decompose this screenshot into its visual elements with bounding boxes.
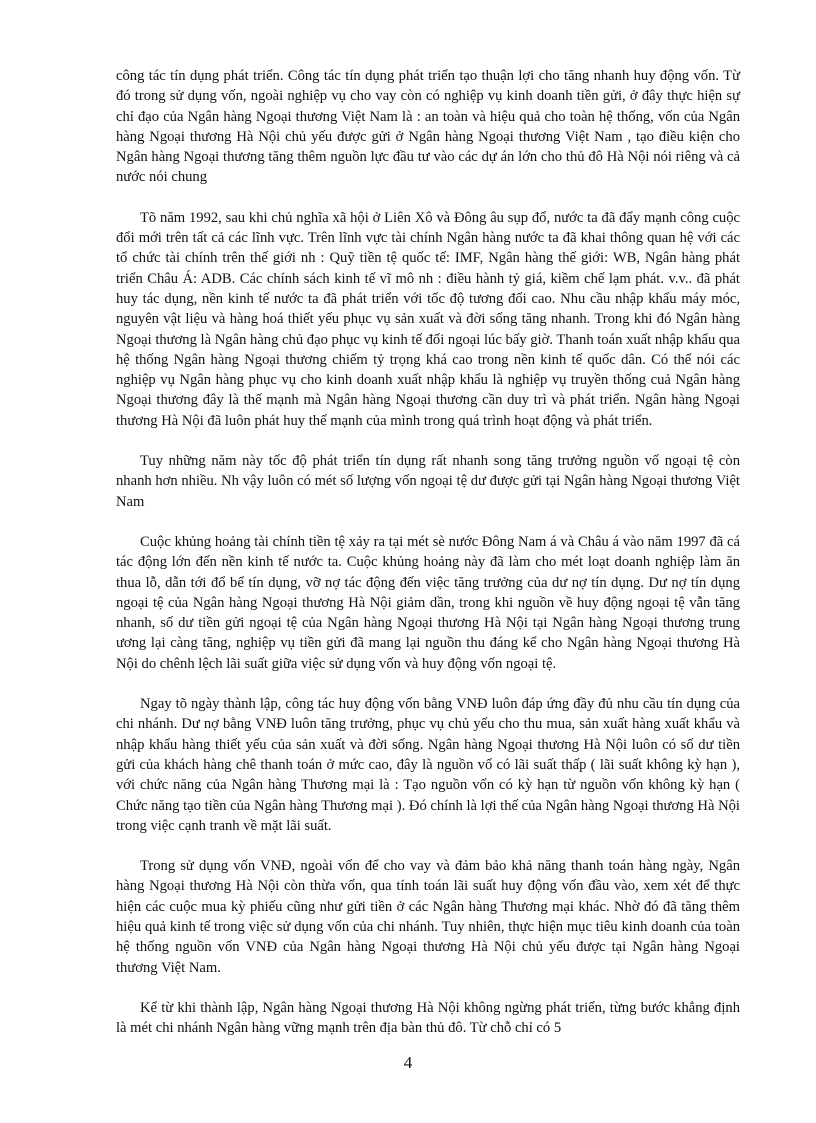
- paragraph-1: công tác tín dụng phát triển. Công tác tín dụng phát triển tạo thuận lợi cho tăng nhanh huy động vốn. Từ đó trong sử dụng vốn, ngoài nghiệp vụ cho vay còn có nghiệp vụ kinh doanh tiền gửi, ở đây thực hiện sự chỉ đạo của Ngân hàng Ngoại thương Việt Nam là : an toàn và hiệu quả cho toàn hệ thống, vốn của Ngân hàng Ngoại thương Hà Nội chủ yếu được gửi ở Ngân hàng Ngoại thương Việt Nam , tạo điều kiện cho Ngân hàng Ngoại thương tăng thêm nguồn lực đầu tư vào các dự án lớn cho thủ đô Hà Nội nói riêng và cả nước nói chung: [116, 68, 740, 186]
- paragraph-2: Tõ năm 1992, sau khi chủ nghĩa xã hội ở Liên Xô và Đông âu sụp đổ, nước ta đã đẩy mạnh công cuộc đổi mới trên tất cả các lĩnh vực. Trên lĩnh vực tài chính Ngân hàng nước ta đã khai thông quan hệ với các tổ chức tài chính trên thế giới nh : Quỹ tiền tệ quốc tế: IMF, Ngân hàng thế giới: WB, Ngân hàng phát triển Châu Á: ADB. Các chính sách kinh tế vĩ mô nh : điều hành tỷ giá, kiềm chế lạm phát. v.v.. đã phát huy tác dụng, nền kinh tế nước ta đã phát triển với tốc độ tương đối cao. Nhu cầu nhập khẩu máy móc, nguyên vật liệu và hàng hoá thiết yếu phục vụ sản xuất và đời sống tăng nhanh. Trong khi đó Ngân hàng Ngoại thương là Ngân hàng chủ đạo phục vụ kinh tế đối ngoại lúc bấy giờ. Thanh toán xuất nhập khẩu qua hệ thống Ngân hàng Ngoại thương chiếm tỷ trọng khá cao trong nền kinh tế quốc dân. Có thể nói các nghiệp vụ Ngân hàng phục vụ cho kinh doanh xuất nhập khẩu là nghiệp vụ truyền thống cuả Ngân hàng Ngoại thương đây là thế mạnh mà Ngân hàng Ngoại thương cần duy trì và phát triển. Ngân hàng Ngoại thương Hà Nội đã luôn phát huy thế mạnh của mình trong quá trình hoạt động và phát triển.: [116, 209, 740, 429]
- paragraph-5: Ngay tõ ngày thành lập, công tác huy động vốn bằng VNĐ luôn đáp ứng đầy đủ nhu cầu tín dụng của chi nhánh. Dư nợ bằng VNĐ luôn tăng trưởng, phục vụ chủ yếu cho thu mua, sản xuất hàng xuất khẩu và nhập khẩu hàng thiết yếu của sản xuất và đời sống. Ngân hàng Ngoại thương Hà Nội luôn có số dư tiền gửi của khách hàng chê thanh toán ở mức cao, đây là nguồn vố có lãi suất thấp ( lãi suất không kỳ hạn ), với chức năng của Ngân hàng Thương mại là : Tạo nguồn vốn có kỳ hạn từ nguồn vốn không kỳ hạn ( Chức năng tạo tiền của Ngân hàng Thương mại ). Đó chính là lợi thế của Ngân hàng Ngoại thương Hà Nội trong việc cạnh tranh về mặt lãi suất.: [116, 696, 740, 834]
- paragraph-4: Cuộc khủng hoảng tài chính tiền tệ xảy ra tại mét sè nước Đông Nam á và Châu á vào năm 1997 đã cá tác động lớn đến nền kinh tế nước ta. Cuộc khủng hoảng này đã làm cho mét loạt doanh nghiệp làm ăn thua lỗ, dẫn tới đổ bể tín dụng, vỡ nợ tác động đến việc tăng trưởng của dư nợ tín dụng. Dư nợ tín dụng ngoại tệ của Ngân hàng Ngoại thương Hà Nội giảm dần, trong khi nguồn về huy động ngoại tệ vẫn tăng nhanh, số dư tiền gửi ngoại tệ của Ngân hàng Ngoại thương Hà Nội tại Ngân hàng Ngoại thương trung ương lại càng tăng, nghiệp vụ tiền gửi đã mang lại nguồn thu đáng kể cho Ngân hàng Ngoại thương Hà Nội do chênh lệch lãi suất giữa việc sử dụng vốn và huy động vốn ngoại tệ.: [116, 533, 740, 672]
- paragraph-6: Trong sử dụng vốn VNĐ, ngoài vốn để cho vay và đảm bảo khả năng thanh toán hàng ngày, Ngân hàng Ngoại thương Hà Nội còn thừa vốn, qua tính toán lãi suất huy động vốn đầu vào, xem xét để thực hiện các cuộc mua kỳ phiếu cũng như gửi tiền ở các Ngân hàng Thương mại khác. Nhờ đó đã tăng thêm hiệu quả kinh tế trong việc sử dụng vốn của chi nhánh. Tuy nhiên, thực hiện mục tiêu kinh doanh của toàn hệ thống nguồn vốn VNĐ của Ngân hàng Ngoại thương Hà Nội chủ yếu được tại Ngân hàng Ngoại thương Việt Nam.: [116, 858, 740, 976]
- paragraph-3: Tuy những năm này tốc độ phát triển tín dụng rất nhanh song tăng trưởng nguồn vố ngoại tệ còn nhanh hơn nhiều. Nh vậy luôn có mét số lượng vốn ngoại tệ dư được gửi tại Ngân hàng Ngoại thương Việt Nam: [116, 453, 740, 510]
- page-number: 4: [403, 1053, 413, 1072]
- paragraph-7: Kể từ khi thành lập, Ngân hàng Ngoại thương Hà Nội không ngừng phát triển, từng bước khẳng định là mét chi nhánh Ngân hàng vững mạnh trên địa bàn thủ đô. Từ chỗ chỉ có 5: [116, 999, 740, 1037]
- document-body: [116, 66, 740, 1058]
